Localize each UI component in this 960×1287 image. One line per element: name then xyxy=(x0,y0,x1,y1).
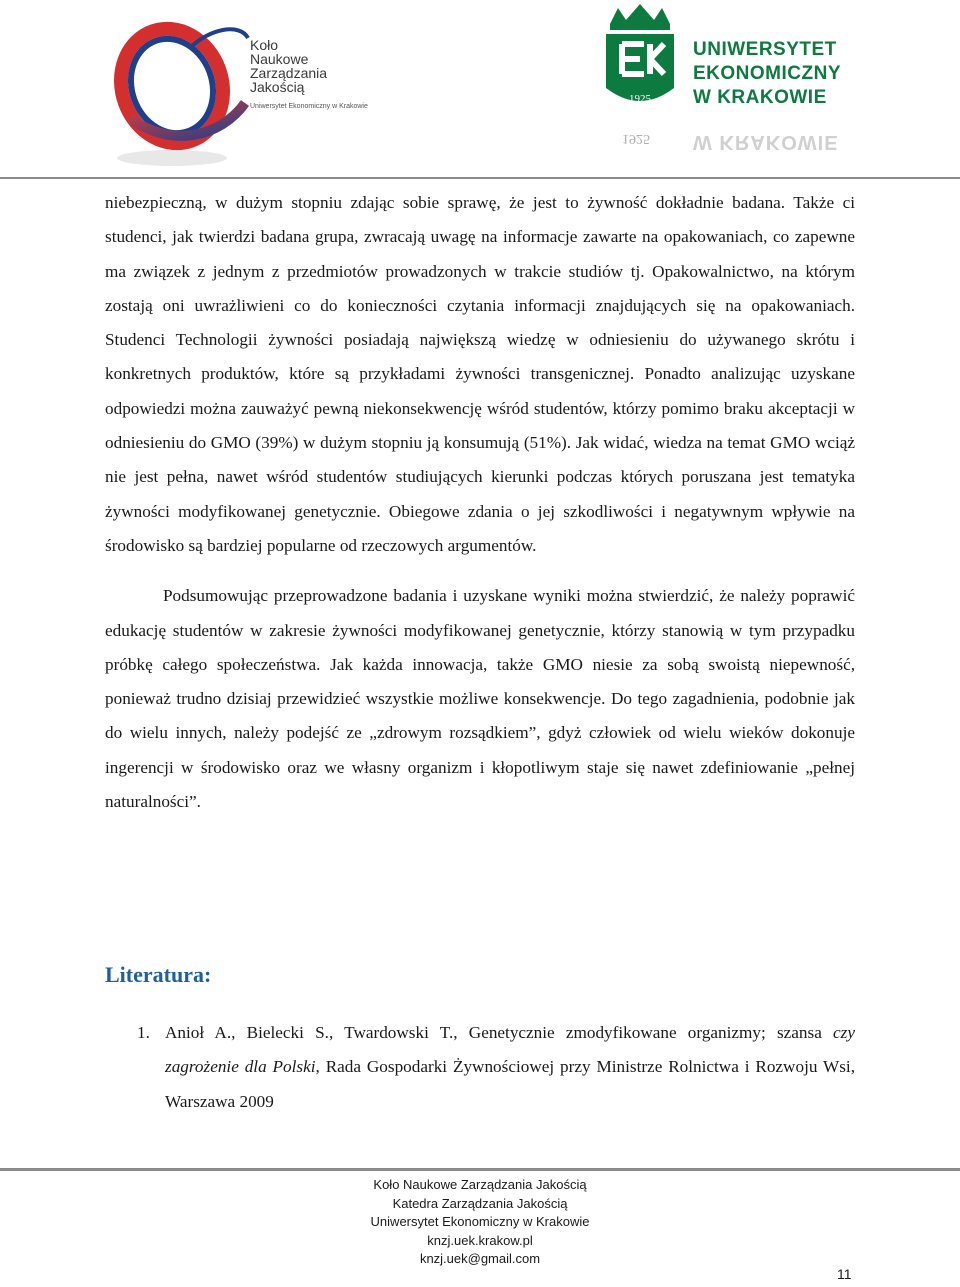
uek-crest-icon xyxy=(600,2,680,122)
reference-list xyxy=(105,1016,855,1119)
page-header xyxy=(0,0,960,180)
crest-year: 1925 xyxy=(629,93,651,105)
university-name xyxy=(693,38,841,110)
reference-title-italic: czy zagrożenie dla Polski xyxy=(165,1023,855,1077)
reference-authors: Anioł A., Bielecki S., Twardowski T., Genetycznie zmodyfikowane organizmy; szansa xyxy=(165,1023,834,1042)
main-text xyxy=(105,186,855,819)
reference-number: 1. xyxy=(137,1023,150,1042)
logo-subtitle: Uniwersytet Ekonomiczny w Krakowie xyxy=(250,103,368,110)
footer-line-2: Katedra Zarządzania Jakością xyxy=(392,1195,568,1211)
page-number: 11 xyxy=(837,1266,852,1282)
reference-item xyxy=(105,1016,855,1119)
university-name-line-1: UNIWERSYTET xyxy=(693,39,837,60)
footer-divider xyxy=(0,1168,960,1171)
logo-line-3: Zarządzania xyxy=(250,65,328,81)
paragraph-2: Podsumowując przeprowadzone badania i uzyskane wyniki można stwierdzić, że należy poprawić edukację studentów w zakresie żywności modyfikowanej genetycznie, którzy stanowią w tym przypadku próbkę całego społeczeństwa. Jak każda innowacja, także GMO niesie za sobą swoistą niepewność, ponieważ trudno dzisiaj przewidzieć wszystkie możliwe konsekwencje. Do tego zagadnienia, podobnie jak do wielu innych, należy podejść ze „zdrowym rozsądkiem”, gdyż człowiek od wielu wieków dokonuje ingerencji w środowisko oraz we własny organizm i kłopotliwym staje się nawet zdefiniowanie „pełnej naturalności”. xyxy=(105,586,855,812)
logo-line-1: Koło xyxy=(250,37,279,53)
university-name-reflection: W KRAKOWIE xyxy=(693,131,839,153)
crest-year-reflection: 1925 xyxy=(622,131,650,146)
logo-line-4: Jakością xyxy=(250,79,305,95)
page-footer xyxy=(0,1176,960,1269)
footer-website-link[interactable]: knzj.uek.krakow.pl xyxy=(427,1232,533,1248)
section-heading: Literatura: xyxy=(105,962,212,987)
footer-line-1: Koło Naukowe Zarządzania Jakością xyxy=(373,1177,587,1192)
knzj-logo-text xyxy=(250,38,368,114)
university-name-line-3: W KRAKOWIE xyxy=(693,87,827,108)
reference-publisher: , Rada Gospodarki Żywnościowej przy Ministrze Rolnictwa i Rozwoju Wsi, Warszawa 2009 xyxy=(165,1057,855,1111)
header-divider xyxy=(0,177,960,179)
footer-line-3: Uniwersytet Ekonomiczny w Krakowie xyxy=(370,1214,590,1229)
logo-line-2: Naukowe xyxy=(250,51,309,67)
university-name-line-2: EKONOMICZNY xyxy=(693,63,841,84)
paragraph-1: niebezpieczną, w dużym stopniu zdając sobie sprawę, że jest to żywność dokładnie badana. Także ci studenci, jak twierdzi badana grupa, zwracają uwagę na informacje zawarte na opakowaniach, co zapewne ma związek z jednym z przedmiotów prowadzonych w trakcie studiów tj. Opakowalnictwo, na którym zostają oni uwrażliwieni co do konieczności czytania informacji znajdujących się na opakowaniach. Studenci Technologii żywności posiadają największą wiedzę w odniesieniu do używanego skrótu i konkretnych produktów, które są przykładami żywności transgenicznej. Ponadto analizując uzyskane odpowiedzi można zauważyć pewną niekonsekwencję wśród studentów, którzy pomimo braku akceptacji w odniesieniu do GMO (39%) w dużym stopniu ją konsumują (51%). Jak widać, wiedza na temat GMO wciąż nie jest pełna, nawet wśród studentów studiujących kierunki podczas których poruszana jest tematyka żywności modyfikowanej genetycznie. Obiegowe zdania o jej szkodliwości i negatywnym wpływie na środowisko są bardziej popularne od rzeczowych argumentów. xyxy=(105,193,855,555)
reference-text xyxy=(165,1016,855,1119)
footer-email-link[interactable]: knzj.uek@gmail.com xyxy=(419,1251,541,1266)
